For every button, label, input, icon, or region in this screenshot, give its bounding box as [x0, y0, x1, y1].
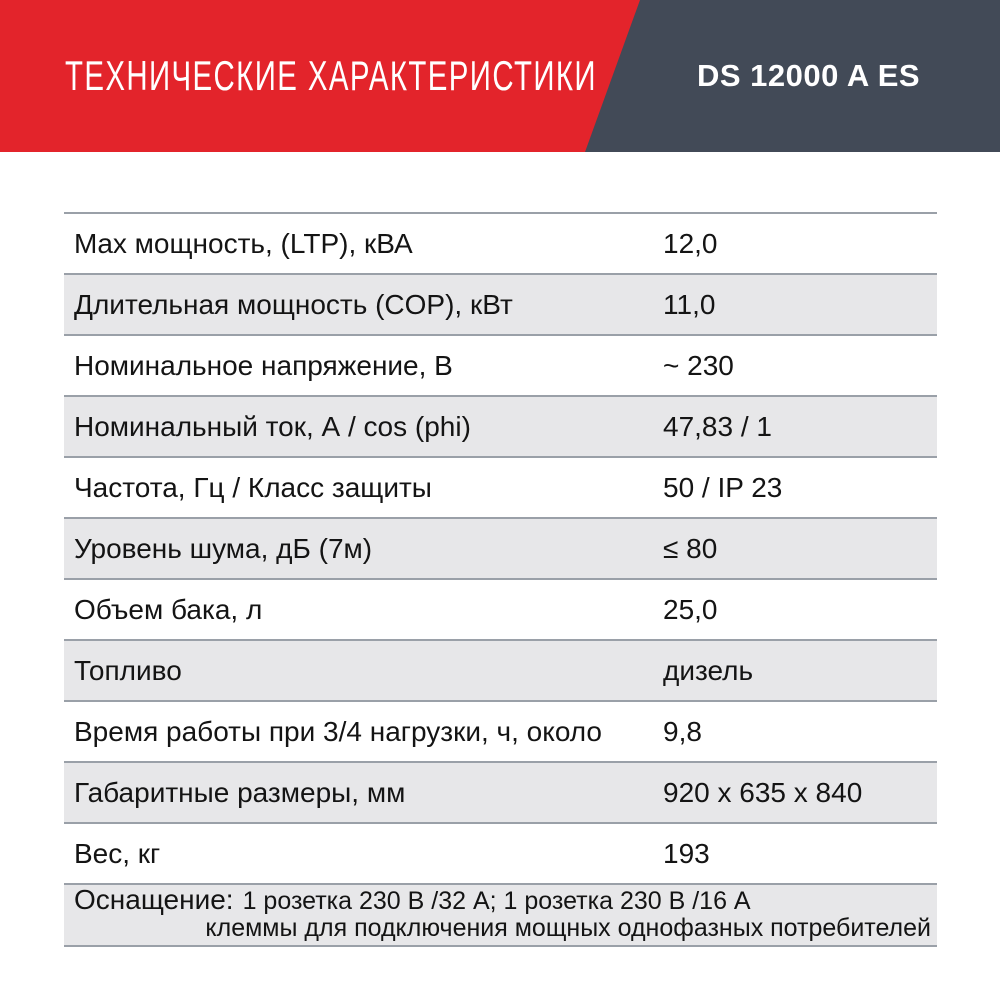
table-row	[64, 273, 937, 334]
equipment-sockets-text: 1 розетка 230 В /32 А; 1 розетка 230 В /16 А	[242, 887, 751, 915]
spec-value: 11,0	[663, 288, 716, 320]
table-row	[64, 822, 937, 883]
table-row	[64, 700, 937, 761]
spec-value: дизель	[663, 654, 754, 686]
spec-value: 920 x 635 x 840	[663, 776, 863, 808]
equipment-line-2: клеммы для подключения мощных однофазных потребителей	[205, 914, 931, 942]
equipment-row	[64, 883, 937, 947]
table-row	[64, 456, 937, 517]
spec-value: 9,8	[663, 715, 702, 747]
header	[0, 0, 1000, 152]
equipment-label: Оснащение:	[74, 884, 234, 915]
spec-value: 193	[663, 837, 710, 869]
spec-value: 12,0	[663, 227, 718, 259]
spec-label: Номинальное напряжение, В	[74, 349, 453, 381]
spec-label: Время работы при 3/4 нагрузки, ч, около	[74, 715, 602, 747]
spec-label: Топливо	[74, 654, 182, 686]
table-row	[64, 639, 937, 700]
page-title: ТЕХНИЧЕСКИЕ ХАРАКТЕРИСТИКИ	[65, 52, 597, 99]
spec-label: Объем бака, л	[74, 593, 263, 625]
spec-label: Частота, Гц / Класс защиты	[74, 471, 432, 503]
spec-value: 25,0	[663, 593, 718, 625]
table-row	[64, 761, 937, 822]
spec-table	[64, 212, 937, 947]
model-name: DS 12000 A ES	[697, 58, 921, 93]
table-row	[64, 212, 937, 273]
spec-label: Длительная мощность (COP), кВт	[74, 288, 513, 320]
table-row	[64, 334, 937, 395]
spec-value: 47,83 / 1	[663, 410, 772, 442]
spec-rows	[64, 212, 937, 883]
spec-label: Max мощность, (LTP), кВА	[74, 227, 413, 259]
spec-value: ≤ 80	[663, 532, 718, 564]
spec-label: Вес, кг	[74, 837, 161, 869]
spec-label: Габаритные размеры, мм	[74, 776, 406, 808]
table-row	[64, 578, 937, 639]
spec-value: 50 / IP 23	[663, 471, 783, 503]
spec-label: Номинальный ток, А / cos (phi)	[74, 410, 471, 442]
spec-value: ~ 230	[663, 349, 734, 381]
table-row	[64, 395, 937, 456]
table-row	[64, 517, 937, 578]
equipment-line-1	[74, 886, 931, 915]
spec-label: Уровень шума, дБ (7м)	[74, 532, 373, 564]
